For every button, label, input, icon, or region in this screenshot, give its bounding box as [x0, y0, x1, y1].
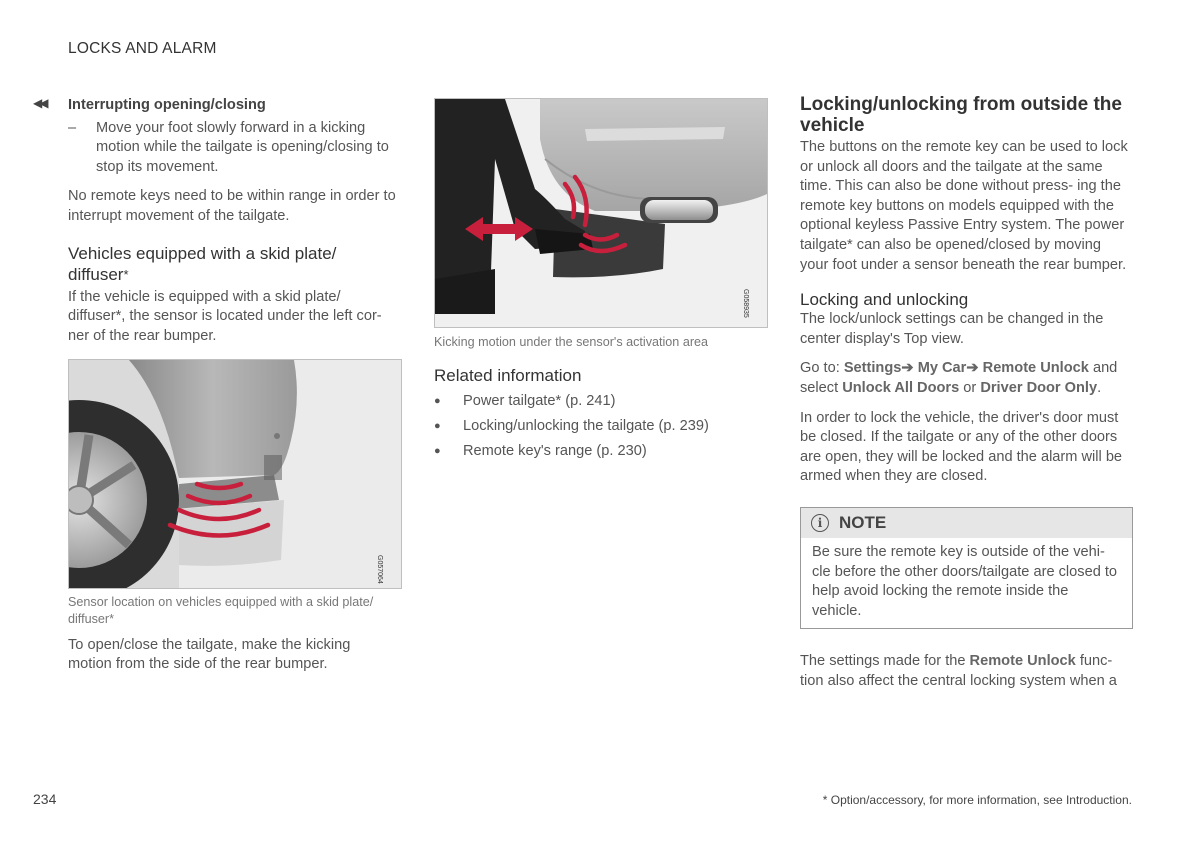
exhaust-tip: [645, 200, 713, 220]
interrupt-step: [68, 119, 398, 178]
settings-paragraph: [800, 652, 1133, 691]
continued-from-previous-icon: ◀◀: [33, 96, 46, 110]
settings-prefix: The settings made for the: [800, 653, 970, 670]
related-link[interactable]: [434, 392, 769, 412]
kicking-figure-caption: Kicking motion under the sensor's activation area: [434, 335, 709, 349]
figure-code: G057064: [376, 555, 383, 585]
skid-plate-paragraph: If the vehicle is equipped with a skid plate/ diffuser*, the sensor is located under the left cor- ner of the rear bumper.: [68, 288, 382, 344]
related-link[interactable]: [434, 442, 769, 462]
page-number: 234: [33, 791, 57, 807]
rear-bumper: [540, 99, 767, 211]
section-header: LOCKS AND ALARM: [68, 40, 217, 57]
related-info-heading: Related information: [434, 365, 582, 385]
skid-plate-heading: [68, 243, 398, 285]
remote-unlock-term: Remote Unlock: [969, 653, 1076, 670]
select-prefix: and select: [800, 360, 1118, 396]
kicking-motion-illustration: [435, 99, 767, 327]
interrupt-heading: Interrupting opening/closing: [68, 97, 266, 113]
note-title: NOTE: [839, 513, 887, 533]
column-middle: [434, 98, 769, 468]
interrupt-step-text: Move your foot slowly forward in a kicking motion while the tailgate is opening/closing to stop its movement.: [96, 119, 389, 175]
option-asterisk: *: [123, 266, 129, 282]
menu-remote-unlock: Remote Unlock: [982, 360, 1089, 377]
skid-plate-sensor-figure: [68, 359, 402, 589]
figure-code: G058935: [742, 289, 749, 318]
menu-arrow-icon: ➔: [966, 360, 979, 377]
related-link-text[interactable]: Power tailgate* (p. 241): [463, 392, 616, 409]
locking-heading: Locking and unlocking: [800, 290, 969, 310]
option-unlock-all-doors: Unlock All Doors: [842, 379, 960, 396]
note-text: Be sure the remote key is outside of the vehi- cle before the other doors/tailgate are closed to help avoid locking the remote inside the vehicle.: [812, 543, 1118, 619]
main-heading: Locking/unlocking from outside the vehicle: [800, 94, 1122, 136]
column-left: [68, 96, 398, 675]
skid-plate-figure-caption: Sensor location on vehicles equipped with a skid plate/ diffuser*: [68, 595, 374, 626]
goto-instructions: [800, 359, 1133, 398]
intro-paragraph: The buttons on the remote key can be used to lock or unlock all doors and the tailgate at the same time. This can also be done without press- ing the remote key buttons on models equipped with the optional keyless Passive Entry system. The power tailgate* can also be opened/closed by moving your foot under a sensor beneath the rear bumper.: [800, 139, 1128, 273]
note-box: [800, 507, 1133, 629]
bullet-icon: ●: [434, 419, 441, 432]
info-icon: i: [811, 514, 829, 532]
kicking-motion-figure: [434, 98, 768, 328]
related-link-text[interactable]: Remote key's range (p. 230): [463, 443, 647, 460]
lock-condition-paragraph: In order to lock the vehicle, the driver's door must be closed. If the tailgate or any of the other doors are open, they will be locked and the alarm will be armed when they are closed.: [800, 409, 1123, 485]
skid-plate-heading-text: Vehicles equipped with a skid plate/ diffuser: [68, 243, 337, 284]
note-header: [801, 508, 1132, 538]
related-link-text[interactable]: Locking/unlocking the tailgate (p. 239): [463, 417, 709, 434]
option-driver-door-only: Driver Door Only: [980, 379, 1098, 396]
bullet-icon: ●: [434, 445, 441, 458]
bullet-icon: ●: [434, 394, 441, 407]
goto-prefix: Go to:: [800, 360, 844, 377]
menu-arrow-icon: ➔: [901, 360, 914, 377]
column-right: [800, 94, 1133, 691]
period: .: [1097, 379, 1102, 396]
skid-plate-illustration: [69, 360, 401, 588]
or-word: or: [959, 379, 981, 396]
menu-my-car: My Car: [917, 360, 967, 377]
related-link[interactable]: [434, 417, 769, 437]
settings-suffix: func- tion also affect the central locking system when a: [800, 653, 1117, 689]
no-keys-paragraph: No remote keys need to be within range in order to interrupt movement of the tailgate.: [68, 188, 396, 224]
locking-paragraph: The lock/unlock settings can be changed in the center display's Top view.: [800, 311, 1104, 347]
footnote: * Option/accessory, for more information, see Introduction.: [822, 793, 1132, 807]
related-info-list: [434, 392, 769, 462]
menu-settings: Settings: [843, 360, 902, 377]
dash-marker: –: [68, 119, 77, 136]
open-close-paragraph: To open/close the tailgate, make the kicking motion from the side of the rear bumper.: [68, 636, 351, 673]
